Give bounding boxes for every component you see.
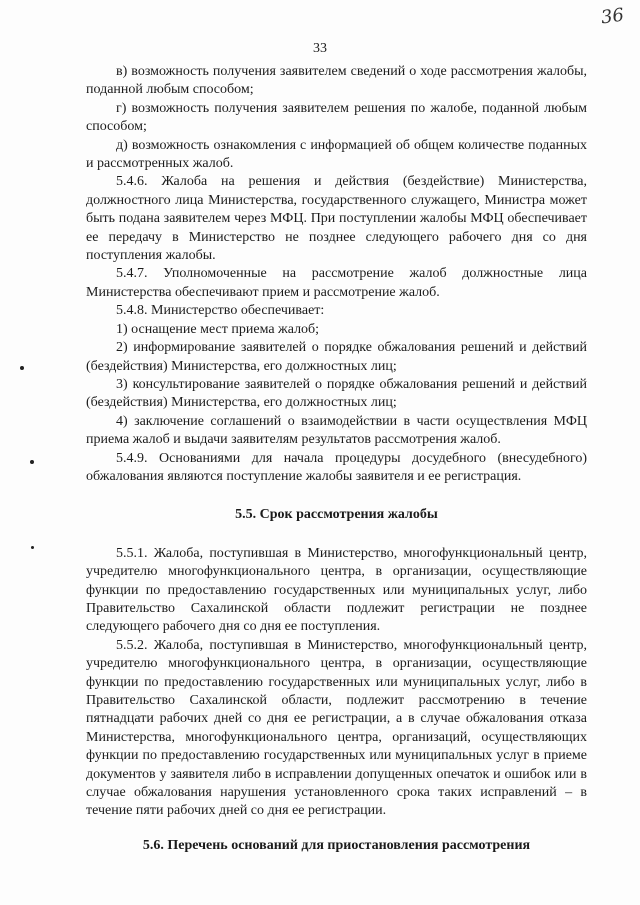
- paragraph: 2) информирование заявителей о порядке обжалования решений и действий (бездействия) Министерства, его должностных лиц;: [86, 340, 587, 374]
- paragraph: 5.4.8. Министерство обеспечивает:: [116, 303, 325, 319]
- paragraph: 5.4.7. Уполномоченные на рассмотрение жалоб должностные лица Министерства обеспечивают прием и рассмотрение жалоб.: [86, 266, 587, 300]
- paragraph: г) возможность получения заявителем решения по жалобе, поданной любым способом;: [86, 100, 587, 135]
- paragraph: 5.4.9. Основаниями для начала процедуры досудебного (внесудебного) обжалования являются поступление жалобы заявителя и ее регистрация.: [86, 450, 587, 484]
- scan-mark: [30, 460, 34, 464]
- section-heading: 5.6. Перечень оснований для приостановления рассмотрения: [142, 837, 531, 853]
- paragraph: 5.4.6. Жалоба на решения и действия (бездействие) Министерства, должностного лица Министерства, государственного служащего, Министра может быть подана заявителем через МФЦ. При поступлении жалобы МФЦ обеспечивает ее передачу в Министерство не позднее следующего рабочего дня со дня поступления жалобы.: [86, 174, 587, 264]
- document-body: [86, 63, 587, 855]
- paragraph: 3) консультирование заявителей о порядке обжалования решений и действий (бездействия) Министерства, его должностных лиц;: [86, 376, 587, 411]
- paragraph: 5.5.1. Жалоба, поступившая в Министерство, многофункциональный центр, учредителю многофункционального центра, в организации, осуществляющие функции по предоставлению государственных или муниципальных услуг, либо Правительство Сахалинской области подлежит регистрации не позднее следующего рабочего дня со дня ее поступления.: [86, 545, 587, 635]
- paragraph: 5.5.2. Жалоба, поступившая в Министерство, многофункциональный центр, учредителю многофункционального центра, в организации, осуществляющие функции по предоставлению государственных или муниципальных услуг, либо в Правительство Сахалинской области, подлежит рассмотрению в течение пятнадцати рабочих дней со дня ее регистрации, а в случае обжалования отказа Министерства, многофункционального центра, организаций, осуществляющих функции по предоставлению государственных или муниципальных услуг в приеме документов у заявителя либо в исправлении допущенных опечаток и ошибок или в случае обжалования нарушения установленного срока таких исправлений – в течение пяти рабочих дней со дня ее регистрации.: [86, 637, 587, 819]
- scan-mark: [31, 546, 34, 549]
- handwritten-page-number: 36: [599, 4, 626, 29]
- paragraph: д) возможность ознакомления с информацией об общем количестве поданных и рассмотренных жалоб.: [86, 137, 587, 172]
- page-number: 33: [313, 41, 327, 56]
- scan-mark: [20, 366, 24, 370]
- section-heading: 5.5. Срок рассмотрения жалобы: [235, 507, 438, 523]
- paragraph: 1) оснащение мест приема жалоб;: [116, 321, 320, 337]
- paragraph: в) возможность получения заявителем сведений о ходе рассмотрения жалобы, поданной любым способом;: [86, 64, 587, 98]
- paragraph: 4) заключение соглашений о взаимодействии в части осуществления МФЦ приема жалоб и выдачи заявителям результатов рассмотрения жалоб.: [86, 413, 587, 448]
